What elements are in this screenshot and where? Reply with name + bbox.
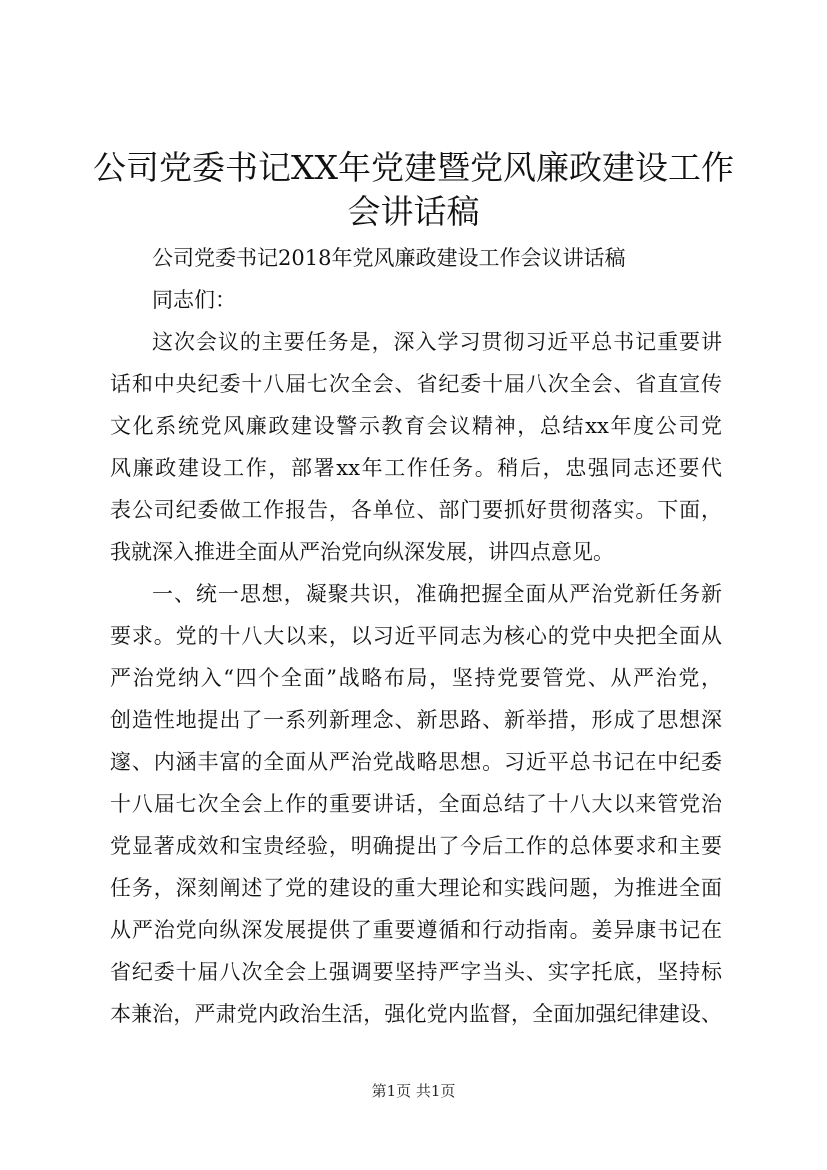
page-footer: 第1页 共1页 <box>371 1082 456 1100</box>
body-line: 一、统一思想，凝聚共识，准确把握全面从严治党新任务新 <box>152 582 722 606</box>
body-line: 表公司纪委做工作报告，各单位、部门要抓好贯彻落实。下面， <box>110 498 722 522</box>
body-line: 省纪委十届八次全会上强调要坚持严字当头、实字托底，坚持标 <box>110 960 722 984</box>
body-line: 任务，深刻阐述了党的建设的重大理论和实践问题，为推进全面 <box>110 876 722 900</box>
salutation: 同志们： <box>152 288 236 312</box>
body-line: 我就深入推进全面从严治党向纵深发展，讲四点意见。 <box>110 540 614 564</box>
body-line: 十八届七次全会上作的重要讲话，全面总结了十八大以来管党治 <box>110 792 722 816</box>
document-title-line-2: 会讲话稿 <box>347 192 480 231</box>
document-subtitle: 公司党委书记2018年党风廉政建设工作会议讲话稿 <box>152 246 626 270</box>
body-line: 创造性地提出了一系列新理念、新思路、新举措，形成了思想深 <box>110 708 722 732</box>
body-line: 这次会议的主要任务是，深入学习贯彻习近平总书记重要讲 <box>152 330 722 354</box>
body-line: 本兼治，严肃党内政治生活，强化党内监督，全面加强纪律建设、 <box>110 1002 722 1026</box>
body-line: 风廉政建设工作，部署xx年工作任务。稍后，忠强同志还要代 <box>110 456 722 480</box>
body-line: 话和中央纪委十八届七次全会、省纪委十届八次全会、省直宣传 <box>110 372 722 396</box>
body-line: 邃、内涵丰富的全面从严治党战略思想。习近平总书记在中纪委 <box>110 750 722 774</box>
document-title-line-1: 公司党委书记XX年党建暨党风廉政建设工作 <box>93 148 734 187</box>
body-line: 文化系统党风廉政建设警示教育会议精神，总结xx年度公司党 <box>110 414 722 438</box>
body-line: 党显著成效和宝贵经验，明确提出了今后工作的总体要求和主要 <box>110 834 722 858</box>
body-line: 从严治党向纵深发展提供了重要遵循和行动指南。姜异康书记在 <box>110 918 722 942</box>
body-line: 严治党纳入“四个全面”战略布局，坚持党要管党、从严治党， <box>110 666 722 690</box>
body-line: 要求。党的十八大以来，以习近平同志为核心的党中央把全面从 <box>110 624 722 648</box>
